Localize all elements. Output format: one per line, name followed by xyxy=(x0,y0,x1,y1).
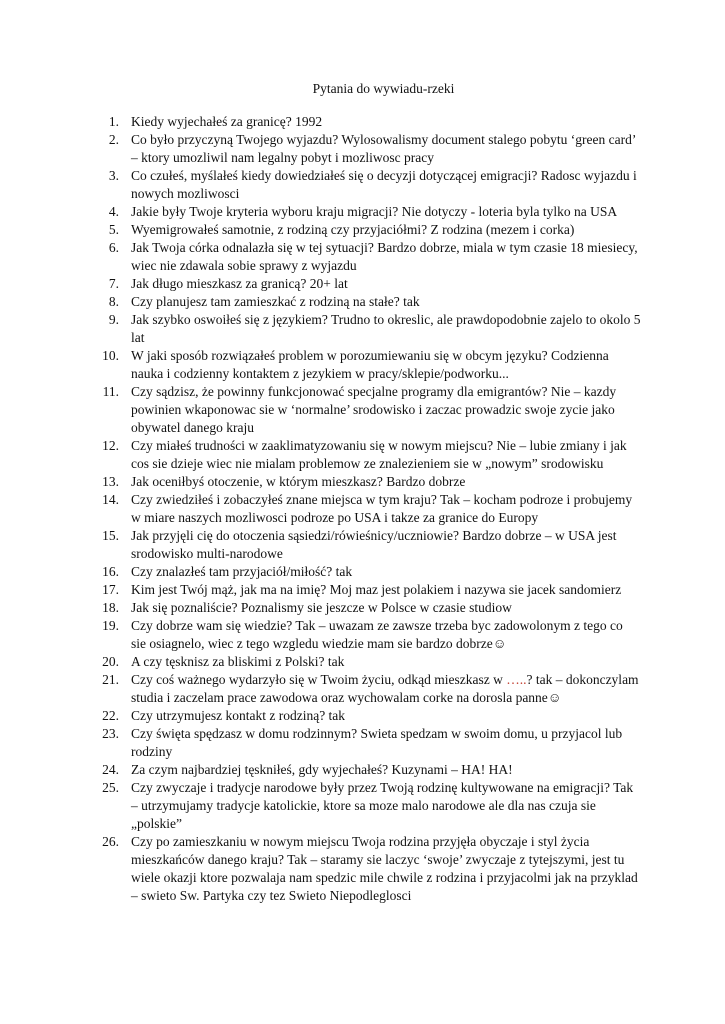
question-number: 9. xyxy=(108,312,119,327)
question-text: Wyemigrowałeś samotnie, z rodziną czy przyjaciółmi? Z rodzina (mezem i corka) xyxy=(131,222,575,237)
question-item xyxy=(102,599,641,617)
question-number: 22. xyxy=(102,708,119,723)
question-number: 2. xyxy=(108,132,119,147)
question-item xyxy=(106,203,641,221)
question-text: Co było przyczyną Twojego wyjazdu? Wylosowalismy document stalego pobytu ‘green card’ – ktory umozliwil nam legalny pobyt i mozliwosc pracy xyxy=(131,132,636,165)
question-item xyxy=(106,221,641,239)
question-number: 10. xyxy=(102,348,119,363)
question-text: Czy znalazłeś tam przyjaciół/miłość? tak xyxy=(131,564,353,579)
question-text: Czy sądzisz, że powinny funkcjonować specjalne programy dla emigrantów? Nie – kazdy powinien wkaponowac sie w ‘normalne’ srodowisko i zaczac prowadzic swoje zycie jako obywatel danego kraju xyxy=(131,384,617,435)
question-number: 24. xyxy=(102,762,119,777)
question-number: 26. xyxy=(102,834,119,849)
question-text: Czy zwyczaje i tradycje narodowe były przez Twoją rodzinę kultywowane na emigracji? Tak – utrzymujamy tradycje katolickie, ktore sa moze malo narodowe ale dla nas czuja sie „polskie” xyxy=(131,780,634,831)
question-item xyxy=(102,473,641,491)
question-item xyxy=(102,653,641,671)
question-item xyxy=(102,761,641,779)
question-text-before: Czy coś ważnego wydarzyło się w Twoim życiu, odkąd mieszkasz w xyxy=(131,672,507,687)
question-list xyxy=(102,113,641,905)
question-item xyxy=(106,293,641,311)
question-text: Jakie były Twoje kryteria wyboru kraju migracji? Nie dotyczy - loteria byla tylko na USA xyxy=(131,204,618,219)
question-text: Kim jest Twój mąż, jak ma na imię? Moj maz jest polakiem i nazywa sie jacek sandomierz xyxy=(131,582,622,597)
question-number: 20. xyxy=(102,654,119,669)
question-text: Jak się poznaliście? Poznalismy sie jeszcze w Polsce w czasie studiow xyxy=(131,600,512,615)
question-number: 23. xyxy=(102,726,119,741)
question-text: Jak przyjęli cię do otoczenia sąsiedzi/rówieśnicy/uczniowie? Bardzo dobrze – w USA jest srodowisko multi-narodowe xyxy=(131,528,617,561)
question-number: 6. xyxy=(108,240,119,255)
question-item xyxy=(102,347,641,383)
question-number: 1. xyxy=(108,114,119,129)
question-item xyxy=(102,563,641,581)
question-text: Jak długo mieszkasz za granicą? 20+ lat xyxy=(131,276,348,291)
question-text: Kiedy wyjechałeś za granicę? 1992 xyxy=(131,114,323,129)
question-text: Czy utrzymujesz kontakt z rodziną? tak xyxy=(131,708,346,723)
question-text: A czy tęsknisz za bliskimi z Polski? tak xyxy=(131,654,345,669)
document-title: Pytania do wywiadu-rzeki xyxy=(312,81,455,96)
question-number: 16. xyxy=(102,564,119,579)
question-item xyxy=(102,617,641,653)
question-text: Jak szybko oswoiłeś się z językiem? Trudno to okreslic, ale prawdopodobnie zajelo to okolo 5 lat xyxy=(131,312,641,345)
question-number: 17. xyxy=(102,582,119,597)
question-number: 13. xyxy=(102,474,119,489)
placeholder-highlight: ….. xyxy=(506,672,527,687)
question-text: Jak oceniłbyś otoczenie, w którym mieszkasz? Bardzo dobrze xyxy=(131,474,466,489)
question-number: 8. xyxy=(108,294,119,309)
question-number: 4. xyxy=(108,204,119,219)
question-number: 11. xyxy=(102,384,119,399)
question-text: Czy miałeś trudności w zaaklimatyzowaniu się w nowym miejscu? Nie – lubie zmiany i jak cos sie dzieje wiec nie mialam problemow ze znalezieniem sie w „nowym” srodowisku xyxy=(131,438,627,471)
question-item xyxy=(106,311,641,347)
question-item xyxy=(102,437,641,473)
question-text: Za czym najbardziej tęskniłeś, gdy wyjechałeś? Kuzynami – HA! HA! xyxy=(131,762,513,777)
question-item xyxy=(106,131,641,167)
question-item xyxy=(102,581,641,599)
question-item xyxy=(102,833,641,905)
question-number: 18. xyxy=(102,600,119,615)
question-item xyxy=(106,113,641,131)
question-item xyxy=(106,167,641,203)
question-item xyxy=(106,239,641,275)
question-item xyxy=(102,671,641,707)
question-number: 7. xyxy=(108,276,119,291)
question-number: 25. xyxy=(102,780,119,795)
question-item xyxy=(106,275,641,293)
question-number: 14. xyxy=(102,492,119,507)
question-text: Czy dobrze wam się wiedzie? Tak – uwazam ze zawsze trzeba byc zadowolonym z tego co sie osiagnelo, wiec z tego wzgledu wiedzie mam sie bardzo dobrze☺ xyxy=(131,618,623,651)
question-item xyxy=(102,491,641,527)
question-item xyxy=(102,707,641,725)
question-text: Czy po zamieszkaniu w nowym miejscu Twoja rodzina przyjęła obyczaje i styl życia mieszkańców danego kraju? Tak – staramy sie laczyc ‘swoje’ zwyczaje z tytejszymi, jest tu wiele okazji ktore pozwalaja nam spedzic mile chwile z rodzina i przyjacolmi jak na przyklad – swieto Sw. Partyka czy tez Swieto Niepodleglosci xyxy=(131,834,638,903)
question-item xyxy=(102,527,641,563)
question-number: 19. xyxy=(102,618,119,633)
question-number: 5. xyxy=(108,222,119,237)
question-number: 15. xyxy=(102,528,119,543)
question-item xyxy=(102,779,641,833)
question-text: Jak Twoja córka odnalazła się w tej sytuacji? Bardzo dobrze, miala w tym czasie 18 miesiecy, wiec nie zdawala sobie sprawy z wyjazdu xyxy=(131,240,638,273)
question-text-after: ? tak – dokonczylam studia i zaczelam prace zawodowa oraz wychowalam corke na dorosla panne☺ xyxy=(131,672,639,705)
question-text: W jaki sposób rozwiązałeś problem w porozumiewaniu się w obcym języku? Codzienna nauka i codzienny kontaktem z jezykiem w pracy/sklepie/podworku... xyxy=(131,348,609,381)
question-text: Co czułeś, myślałeś kiedy dowiedziałeś się o decyzji dotyczącej emigracji? Radosc wyjazdu i nowych mozliwosci xyxy=(131,168,637,201)
question-text: Czy planujesz tam zamieszkać z rodziną na stałe? tak xyxy=(131,294,420,309)
question-number: 21. xyxy=(102,672,119,687)
question-item xyxy=(102,725,641,761)
question-item xyxy=(102,383,641,437)
question-number: 3. xyxy=(108,168,119,183)
question-text: Czy święta spędzasz w domu rodzinnym? Swieta spedzam w swoim domu, u przyjacol lub rodziny xyxy=(131,726,623,759)
question-text: Czy zwiedziłeś i zobaczyłeś znane miejsca w tym kraju? Tak – kocham podroze i probujemy w miare naszych mozliwosci podroze po USA i takze za granice do Europy xyxy=(131,492,633,525)
question-number: 12. xyxy=(102,438,119,453)
